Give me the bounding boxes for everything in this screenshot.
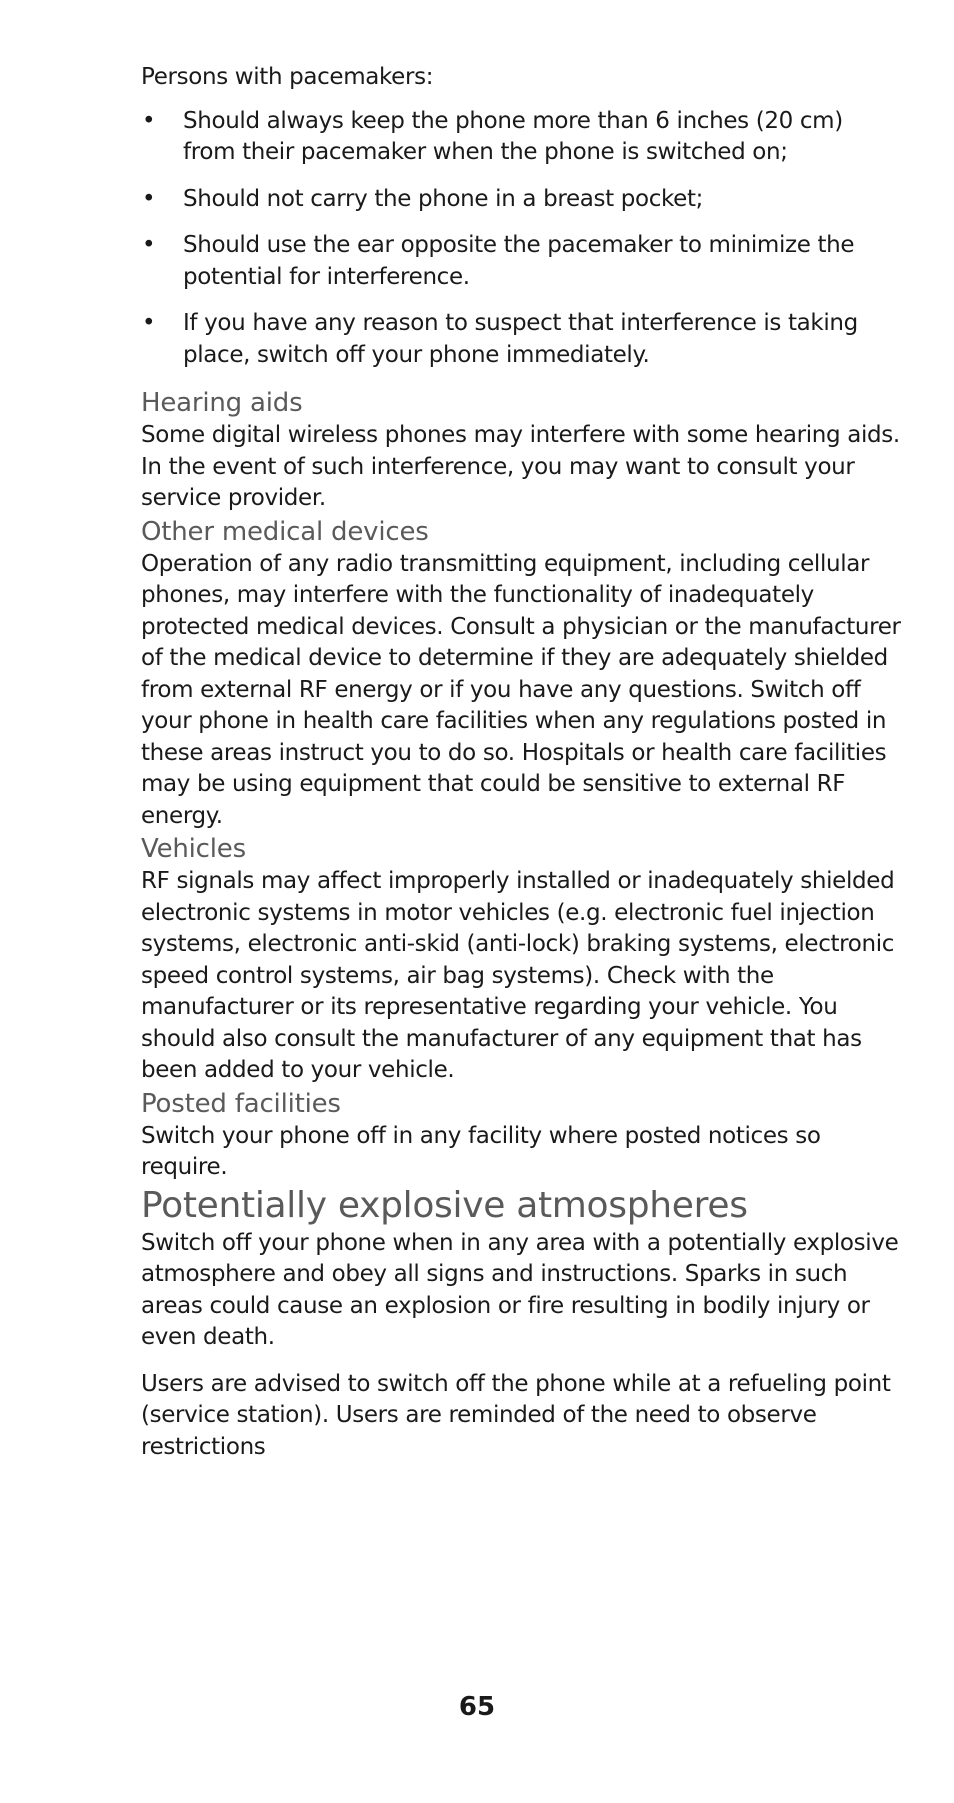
list-item — [141, 230, 901, 293]
list-item — [141, 184, 901, 216]
posted-facilities-body: Switch your phone off in any facility where posted notices so require. — [141, 1122, 821, 1180]
vehicles-heading: Vehicles — [141, 834, 246, 864]
bullet-icon: • — [142, 232, 156, 258]
bullet-icon: • — [142, 107, 156, 134]
explosive-atmospheres-heading: Potentially explosive atmospheres — [141, 1184, 748, 1226]
other-medical-devices-body: Operation of any radio transmitting equipment, including cellular phones, may interfere with the functionality of inadequately protected medical devices. Consult a physician or the manufacturer of the medical device to determine if they are adequately shielded from external RF energy or if you have any questions. Switch off your phone in health care facilities when any regulations posted in these areas instruct you to do so. Hospitals or health care facilities may be using equipment that could be sensitive to external RF energy. — [141, 550, 901, 829]
pacemaker-bullet-list — [141, 106, 901, 372]
pacemaker-intro: Persons with pacemakers: — [141, 64, 434, 90]
bullet-icon: • — [142, 185, 156, 212]
bullet-icon: • — [142, 310, 156, 336]
manual-page-content — [141, 62, 901, 1463]
vehicles-body: RF signals may affect improperly installed or inadequately shielded electronic systems in motor vehicles (e.g. electronic fuel injection systems, electronic anti-skid (anti-lock) braking systems, electronic speed control systems, air bag systems). Check with the manufacturer or its representative regarding your vehicle. You should also consult the manufacturer of any equipment that has been added to your vehicle. — [141, 868, 895, 1083]
bullet-text: Should always keep the phone more than 6 inches (20 cm) from their pacemaker when the phone is switched on; — [183, 107, 843, 165]
list-item — [141, 106, 901, 169]
bullet-text: If you have any reason to suspect that interference is taking place, switch off your phone immediately. — [183, 310, 858, 368]
hearing-aids-body: Some digital wireless phones may interfere with some hearing aids. In the event of such interference, you may want to consult your service provider. — [141, 422, 900, 511]
page-number: 65 — [458, 1692, 496, 1722]
explosive-atmospheres-paragraph: Switch off your phone when in any area with a potentially explosive atmosphere and obey all signs and instructions. Sparks in such areas could cause an explosion or fire resulting in bodily injury or even death. — [141, 1229, 899, 1350]
bullet-text: Should use the ear opposite the pacemaker to minimize the potential for interference. — [183, 232, 855, 290]
explosive-atmospheres-paragraph: Users are advised to switch off the phone while at a refueling point (service station). Users are reminded of the need to observe restrictions — [141, 1370, 891, 1460]
bullet-text: Should not carry the phone in a breast pocket; — [183, 185, 704, 212]
other-medical-devices-heading: Other medical devices — [141, 516, 429, 547]
hearing-aids-heading: Hearing aids — [141, 388, 303, 418]
posted-facilities-heading: Posted facilities — [141, 1088, 341, 1119]
list-item — [141, 308, 901, 371]
